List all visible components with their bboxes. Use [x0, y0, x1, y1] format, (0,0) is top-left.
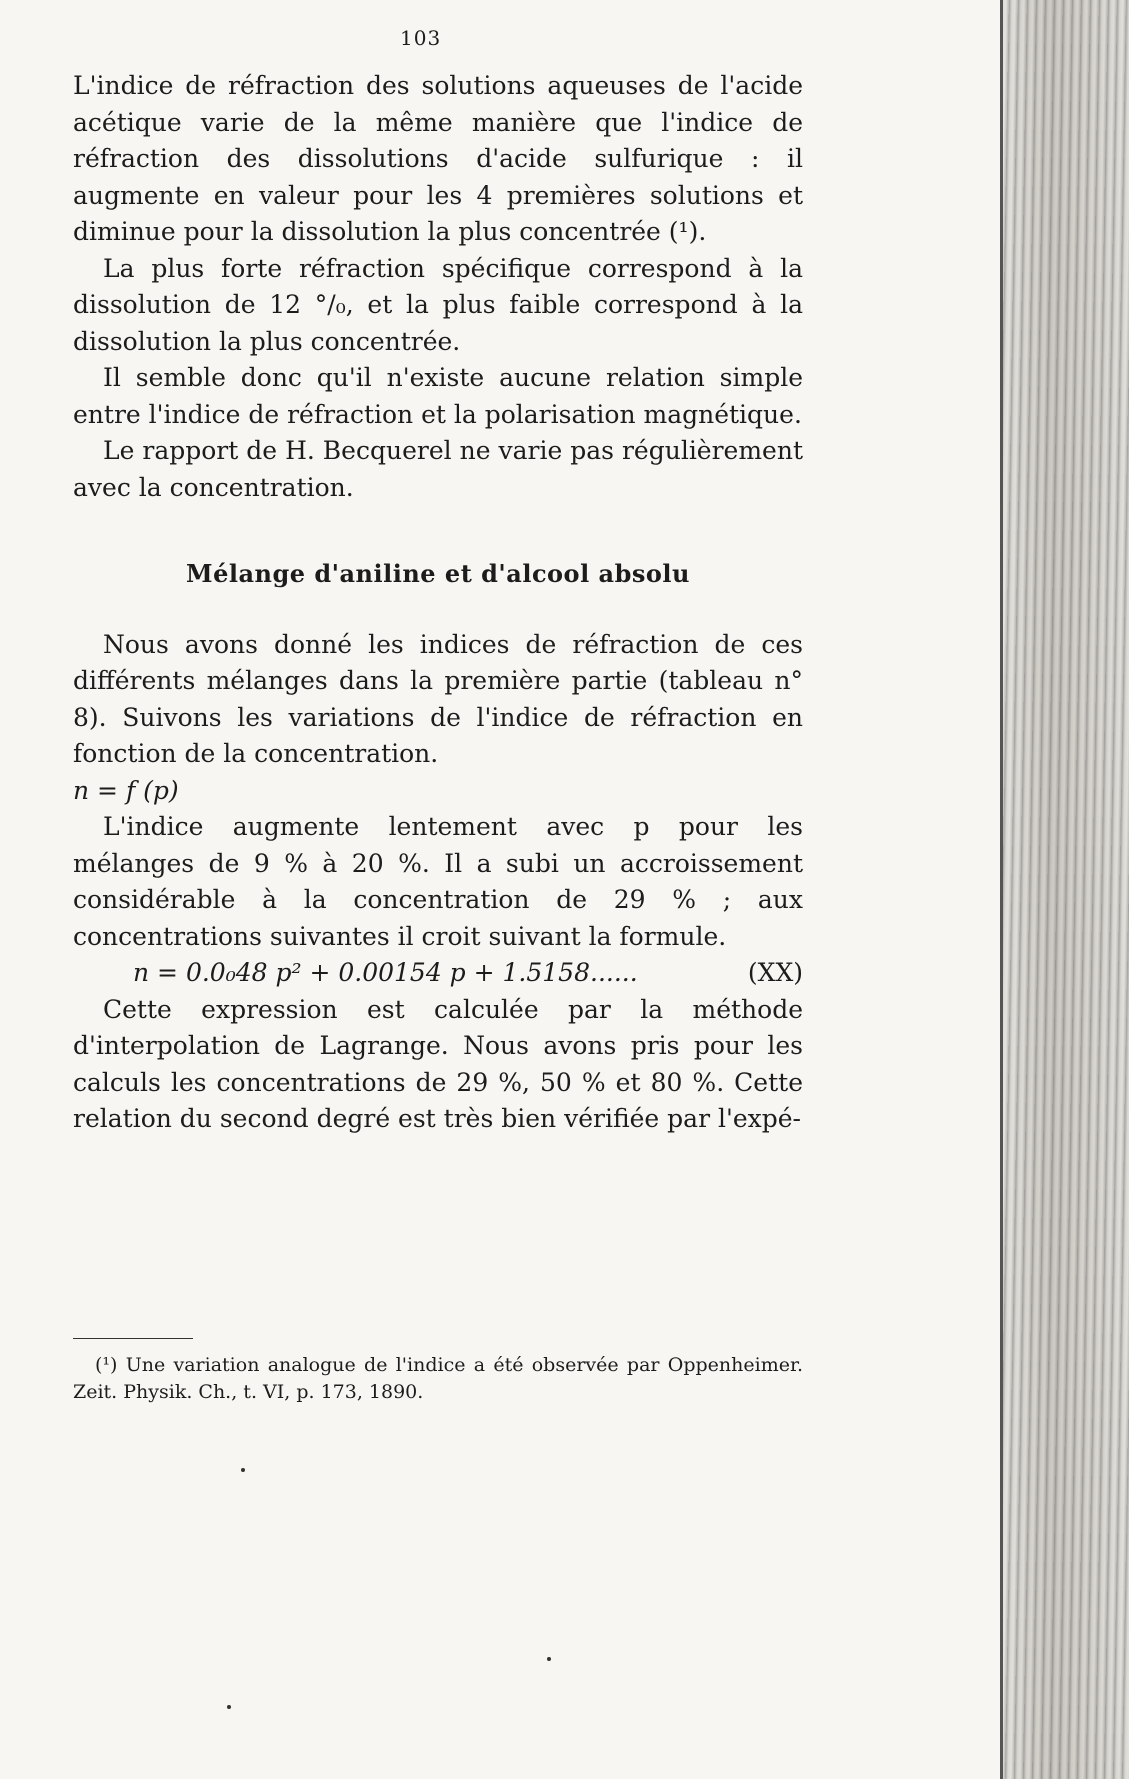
- footnote: [73, 1352, 803, 1406]
- main-text: [73, 68, 803, 1138]
- paragraph-after-formula-2: Cette expression est calculée par la méthode d'interpolation de Lagrange. Nous avons pris pour les calculs les concentrations de 29 %, 50 % et 80 %. Cette relation du second degré est très bien vérifiée par l'expé-: [73, 994, 803, 1133]
- paragraph-3: Il semble donc qu'il n'existe aucune relation simple entre l'indice de réfraction et la polarisation magnétique.: [73, 363, 803, 429]
- paragraph-2: La plus forte réfraction spécifique correspond à la dissolution de 12 °/₀, et la plus faible correspond à la dissolution la plus concentrée.: [73, 253, 803, 356]
- paragraph-1: L'indice de réfraction des solutions aqueuses de l'acide acétique varie de la même manière que l'indice de réfraction des dissolutions d'acide sulfurique : il augmente en valeur pour les 4 premières solutions et diminue pour la dissolution la plus concentrée (¹).: [73, 71, 803, 246]
- book-gutter: [1000, 0, 1129, 1779]
- paragraph-intro: Nous avons donné les indices de réfraction de ces différents mélanges dans la première partie (tableau n° 8). Suivons les variations de l'indice de réfraction en fonction de la concentration.: [73, 629, 803, 768]
- section-heading: Mélange d'aniline et d'alcool absolu: [186, 559, 690, 588]
- formula-n-f-p: n = f (p): [73, 775, 179, 805]
- scan-speck: [547, 1657, 551, 1661]
- scan-speck: [227, 1705, 231, 1709]
- formula-number: (XX): [747, 958, 803, 987]
- paragraph-after-formula-1: L'indice augmente lentement avec p pour les mélanges de 9 % à 20 %. Il a subi un accroissement considérable à la concentration de 29 % ; aux concentrations suivantes il croit suivant la formule.: [73, 812, 803, 951]
- paragraph-4: Le rapport de H. Becquerel ne varie pas régulièrement avec la concentration.: [73, 436, 803, 502]
- footnote-rule: [73, 1338, 193, 1339]
- formula-xx-row: [73, 955, 803, 992]
- scan-speck: [241, 1468, 245, 1472]
- footnote-text: (¹) Une variation analogue de l'indice a été observée par Oppenheimer. Zeit. Physik. Ch., t. VI, p. 173, 1890.: [73, 1354, 803, 1403]
- formula-xx: n = 0.0₀48 p² + 0.00154 p + 1.5158......: [133, 958, 638, 987]
- page-number: 103: [400, 26, 442, 50]
- page-edge: [1000, 0, 1003, 1779]
